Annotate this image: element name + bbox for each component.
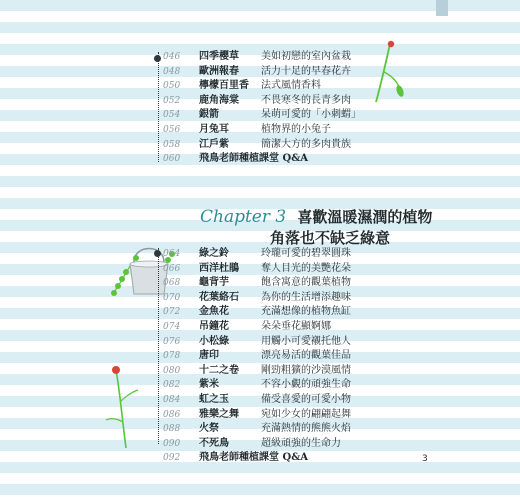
toc-page-number: 092 bbox=[163, 453, 181, 464]
toc-entry-subtitle: 剛勁粗獷的沙漠風情 bbox=[261, 364, 351, 376]
toc-page-number: 068 bbox=[163, 278, 181, 289]
toc-page-number: 074 bbox=[163, 321, 181, 332]
toc-entry-subtitle: 漂亮易活的觀葉佳品 bbox=[261, 350, 351, 362]
toc-entry bbox=[163, 335, 351, 350]
toc-entry-subtitle: 不容小覷的頑強生命 bbox=[261, 379, 351, 391]
toc-entry-title: 飛鳥老師種植課堂 Q&A bbox=[199, 452, 308, 464]
toc-entry bbox=[163, 408, 351, 423]
toc-bullet-dot bbox=[154, 250, 161, 257]
toc-entry-subtitle: 呆萌可愛的「小刺蝟」 bbox=[261, 109, 361, 121]
toc-entry bbox=[163, 305, 351, 320]
toc-page-number: 054 bbox=[163, 110, 181, 121]
toc-entry-title: 檸檬百里香 bbox=[199, 80, 249, 92]
toc-entry-title: 金魚花 bbox=[199, 306, 229, 318]
toc-entry bbox=[163, 65, 361, 80]
toc-entry-subtitle: 備受喜愛的可愛小物 bbox=[261, 393, 351, 405]
toc-entry-title: 雅樂之舞 bbox=[199, 408, 239, 420]
toc-page-number: 084 bbox=[163, 394, 181, 405]
toc-bullet-dot bbox=[154, 55, 161, 62]
toc-entry bbox=[163, 247, 351, 262]
toc-entry-title: 飛鳥老師種植課堂 Q&A bbox=[199, 153, 308, 165]
toc-page-number: 088 bbox=[163, 424, 181, 435]
toc-entry-subtitle: 法式風情香料 bbox=[261, 80, 321, 92]
toc-entry bbox=[163, 378, 351, 393]
toc-entry bbox=[163, 108, 361, 123]
toc-page-number: 066 bbox=[163, 263, 181, 274]
chapter-subtitle: 角落也不缺乏綠意 bbox=[270, 229, 391, 247]
toc-page-number: 080 bbox=[163, 365, 181, 376]
toc-entry-title: 月兔耳 bbox=[199, 123, 229, 135]
toc-entry-subtitle: 飽含寓意的觀葉植物 bbox=[261, 277, 351, 289]
toc-entry bbox=[163, 364, 351, 379]
toc-entry-title: 小松綠 bbox=[199, 335, 229, 347]
toc-list-section-one bbox=[163, 50, 361, 167]
toc-page-number: 050 bbox=[163, 81, 181, 92]
chapter-label: Chapter 3 bbox=[200, 207, 287, 227]
toc-entry-subtitle: 充滿想像的植物魚缸 bbox=[261, 306, 351, 318]
berry-sprig-illustration bbox=[360, 40, 410, 110]
toc-page-number: 048 bbox=[163, 66, 181, 77]
toc-entry-title: 綠之鈴 bbox=[199, 248, 229, 259]
toc-margin-line bbox=[158, 52, 159, 162]
toc-entry-title: 花葉絡石 bbox=[199, 291, 239, 303]
toc-entry bbox=[163, 123, 361, 138]
toc-entry bbox=[163, 262, 351, 277]
toc-entry-subtitle: 朵朵垂花顯婀娜 bbox=[261, 320, 331, 332]
toc-entry-subtitle: 超級頑強的生命力 bbox=[261, 437, 341, 449]
toc-entry-title: 西洋杜鵑 bbox=[199, 262, 239, 274]
toc-entry-title: 四季櫻草 bbox=[199, 51, 239, 62]
toc-page-number: 052 bbox=[163, 95, 181, 106]
toc-list-section-two bbox=[163, 247, 351, 466]
toc-entry-title: 不死鳥 bbox=[199, 437, 229, 449]
toc-entry-subtitle: 宛如少女的翩翩起舞 bbox=[261, 408, 351, 420]
toc-entry-title: 歐洲報春 bbox=[199, 65, 239, 77]
toc-page-number: 046 bbox=[163, 52, 181, 62]
toc-entry-title: 火祭 bbox=[199, 423, 219, 435]
toc-entry-title: 鹿角海棠 bbox=[199, 94, 239, 106]
toc-entry bbox=[163, 50, 361, 65]
toc-entry-subtitle: 活力十足的早春花卉 bbox=[261, 65, 351, 77]
toc-entry bbox=[163, 291, 351, 306]
toc-entry bbox=[163, 393, 351, 408]
toc-entry bbox=[163, 422, 351, 437]
toc-entry bbox=[163, 79, 361, 94]
page-number: 3 bbox=[422, 454, 428, 464]
berry-sprig-illustration bbox=[96, 362, 146, 452]
toc-entry bbox=[163, 437, 351, 452]
toc-entry-subtitle: 用觸小可愛襯托他人 bbox=[261, 335, 351, 347]
toc-page-number: 086 bbox=[163, 409, 181, 420]
toc-entry bbox=[163, 94, 361, 109]
toc-page-number: 072 bbox=[163, 307, 181, 318]
toc-entry-subtitle: 美如初戀的室內盆栽 bbox=[261, 51, 351, 62]
toc-entry bbox=[163, 349, 351, 364]
chapter-heading bbox=[200, 206, 432, 227]
toc-entry-subtitle: 充滿熱情的熊熊火焰 bbox=[261, 423, 351, 435]
toc-entry-title: 吊鐘花 bbox=[199, 320, 229, 332]
toc-entry bbox=[163, 138, 361, 153]
toc-entry bbox=[163, 152, 361, 167]
toc-page-number: 056 bbox=[163, 124, 181, 135]
toc-entry bbox=[163, 276, 351, 291]
toc-page-number: 076 bbox=[163, 336, 181, 347]
toc-entry-title: 十二之卷 bbox=[199, 364, 239, 376]
toc-entry-subtitle: 奪人目光的美艷花朵 bbox=[261, 262, 351, 274]
toc-page-number: 078 bbox=[163, 351, 181, 362]
toc-page-number: 058 bbox=[163, 139, 181, 150]
toc-entry-title: 唐印 bbox=[199, 350, 219, 362]
toc-entry-subtitle: 簡潔大方的多肉貴族 bbox=[261, 138, 351, 150]
toc-page-number: 064 bbox=[163, 249, 181, 259]
toc-entry-title: 紫米 bbox=[199, 379, 219, 391]
toc-entry-title: 虹之玉 bbox=[199, 393, 229, 405]
toc-entry-title: 銀箭 bbox=[199, 109, 219, 121]
toc-entry-subtitle: 為你的生活增添趣味 bbox=[261, 291, 351, 303]
toc-page-number: 060 bbox=[163, 154, 181, 165]
toc-page-number: 082 bbox=[163, 380, 181, 391]
toc-entry-subtitle: 不畏寒冬的長青多肉 bbox=[261, 94, 351, 106]
toc-entry-title: 江戶紫 bbox=[199, 138, 229, 150]
toc-entry-subtitle: 玲瓏可愛的碧翠圓珠 bbox=[261, 248, 351, 259]
toc-entry-subtitle: 植物界的小兔子 bbox=[261, 123, 331, 135]
toc-entry bbox=[163, 320, 351, 335]
toc-margin-line bbox=[158, 248, 159, 444]
toc-entry bbox=[163, 451, 351, 466]
toc-page-number: 070 bbox=[163, 292, 181, 303]
chapter-title: 喜歡溫暖濕潤的植物 bbox=[297, 208, 433, 226]
page-edge-tab bbox=[436, 0, 448, 16]
toc-entry-title: 龜背芋 bbox=[199, 277, 229, 289]
toc-page-number: 090 bbox=[163, 438, 181, 449]
